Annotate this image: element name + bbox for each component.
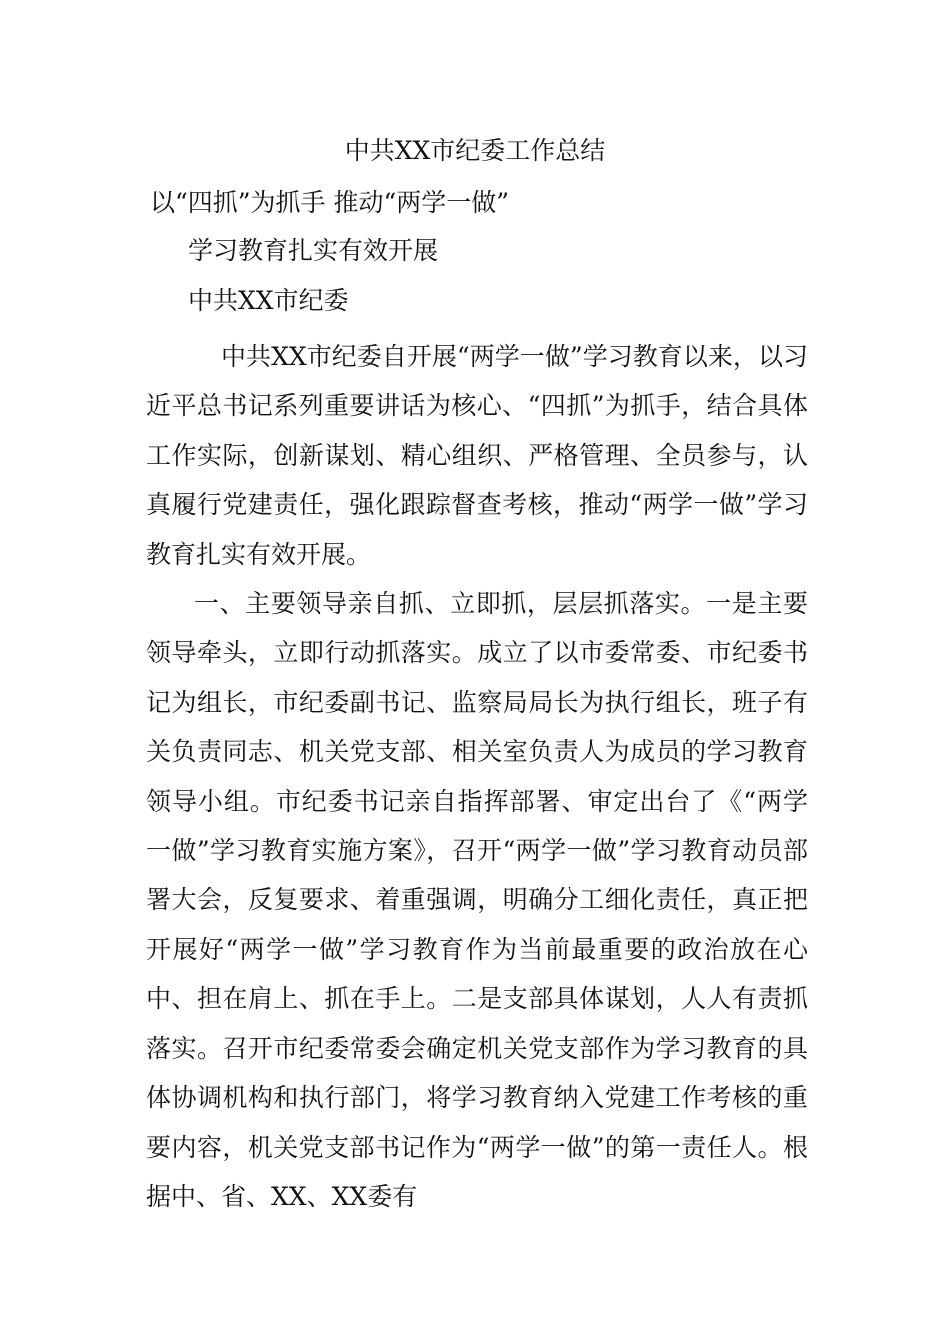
document-body <box>146 332 808 1221</box>
document-title: 中共XX市纪委工作总结 <box>344 136 606 165</box>
body-paragraph-section-1: 一、主要领导亲自抓、立即抓，层层抓落实。一是主要领导牵头，立即行动抓落实。成立了以市委常委、市纪委书记为组长，市纪委副书记、监察局局长为执行组长，班子有关负责同志、机关党支部、相关室负责人为成员的学习教育领导小组。市纪委书记亲自指挥部署、审定出台了《“两学一做”学习教育实施方案》，召开“两学一做”学习教育动员部署大会，反复要求、着重强调，明确分工细化责任，真正把开展好“两学一做”学习教育作为当前最重要的政治放在心中、担在肩上、抓在手上。二是支部具体谋划，人人有责抓落实。召开市纪委常委会确定机关党支部作为学习教育的具体协调机构和执行部门，将学习教育纳入党建工作考核的重要内容，机关党支部书记作为“两学一做”的第一责任人。根据中、省、XX、XX委有 <box>146 589 808 1211</box>
subtitle-line-2: 学习教育扎实有效开展 <box>188 236 439 265</box>
body-paragraph-intro: 中共XX市纪委自开展“两学一做”学习教育以来，以习近平总书记系列重要讲话为核心、“四抓”为抓手，结合具体工作实际，创新谋划、精心组织、严格管理、全员参与，认真履行党建责任，强化跟踪督查考核，推动“两学一做”学习教育扎实有效开展。 <box>146 342 808 569</box>
author-line: 中共XX市纪委 <box>188 286 349 315</box>
subtitle-line-1: 以“四抓”为抓手 推动“两学一做” <box>150 188 510 217</box>
